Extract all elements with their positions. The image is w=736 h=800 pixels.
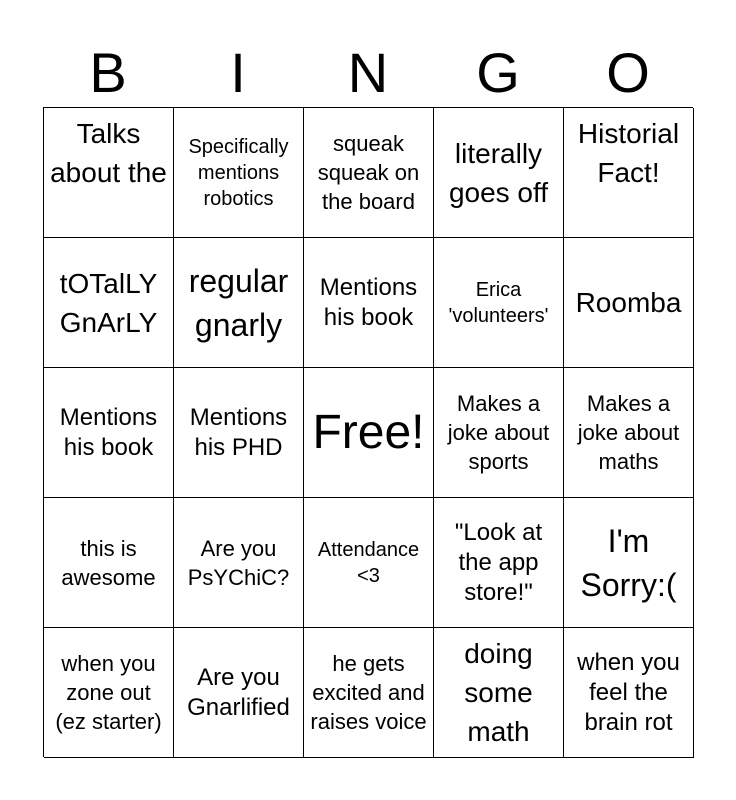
bingo-cell[interactable]	[304, 628, 434, 758]
bingo-cell[interactable]	[434, 238, 564, 368]
bingo-cell[interactable]	[174, 628, 304, 758]
cell-text: Mentions his PHD	[189, 403, 288, 461]
cell-text: regular gnarly	[188, 262, 289, 343]
cell-text: "Look at the app store!"	[454, 518, 543, 606]
bingo-cell[interactable]	[564, 108, 694, 238]
bingo-header	[43, 40, 693, 106]
cell-text: doing some math	[464, 638, 533, 747]
cell-text: literally goes off	[448, 137, 549, 208]
bingo-cell[interactable]	[564, 628, 694, 758]
cell-text: Are you PsYChiC?	[187, 535, 290, 590]
cell-text: he gets excited and raises voice	[310, 651, 427, 734]
header-letter-i: I	[230, 41, 246, 104]
cell-text: Erica 'volunteers'	[448, 278, 549, 327]
cell-text: squeak squeak on the board	[317, 131, 420, 214]
bingo-cell[interactable]	[434, 498, 564, 628]
cell-text: Specifically mentions robotics	[188, 135, 289, 210]
header-letter-n: N	[347, 41, 389, 104]
bingo-cell[interactable]	[434, 368, 564, 498]
bingo-cell[interactable]	[44, 368, 174, 498]
cell-text: tOTalLY GnArLY	[59, 267, 158, 338]
cell-text: Attendance <3	[317, 538, 420, 587]
bingo-cell[interactable]	[564, 498, 694, 628]
bingo-cell[interactable]	[304, 498, 434, 628]
cell-text: Are you Gnarlified	[187, 663, 290, 721]
bingo-cell[interactable]	[174, 108, 304, 238]
bingo-cell[interactable]	[44, 628, 174, 758]
cell-text: Free!	[312, 405, 425, 459]
bingo-cell[interactable]	[44, 238, 174, 368]
cell-text: Talks about the	[50, 118, 167, 188]
cell-text: I'm Sorry:(	[580, 522, 677, 603]
cell-text: Roomba	[575, 287, 682, 318]
bingo-cell[interactable]	[174, 498, 304, 628]
cell-text: Mentions his book	[319, 273, 418, 331]
bingo-grid	[43, 107, 693, 757]
bingo-cell[interactable]	[304, 238, 434, 368]
bingo-cell[interactable]	[434, 108, 564, 238]
header-letter-o: O	[606, 41, 650, 104]
bingo-cell[interactable]	[304, 108, 434, 238]
cell-text: when you zone out (ez starter)	[55, 651, 162, 734]
bingo-cell[interactable]	[434, 628, 564, 758]
bingo-cell[interactable]	[174, 368, 304, 498]
bingo-cell[interactable]	[174, 238, 304, 368]
bingo-cell[interactable]	[44, 108, 174, 238]
cell-text: this is awesome	[61, 535, 156, 590]
cell-text: Mentions his book	[59, 403, 158, 461]
header-letter-g: G	[476, 41, 520, 104]
cell-text: Makes a joke about maths	[577, 391, 680, 474]
cell-text: Makes a joke about sports	[447, 391, 550, 474]
free-space-cell[interactable]	[304, 368, 434, 498]
header-letter-b: B	[89, 41, 127, 104]
bingo-cell[interactable]	[564, 368, 694, 498]
bingo-cell[interactable]	[44, 498, 174, 628]
bingo-cell[interactable]	[564, 238, 694, 368]
cell-text: Historial Fact!	[577, 118, 680, 188]
cell-text: when you feel the brain rot	[577, 648, 680, 736]
